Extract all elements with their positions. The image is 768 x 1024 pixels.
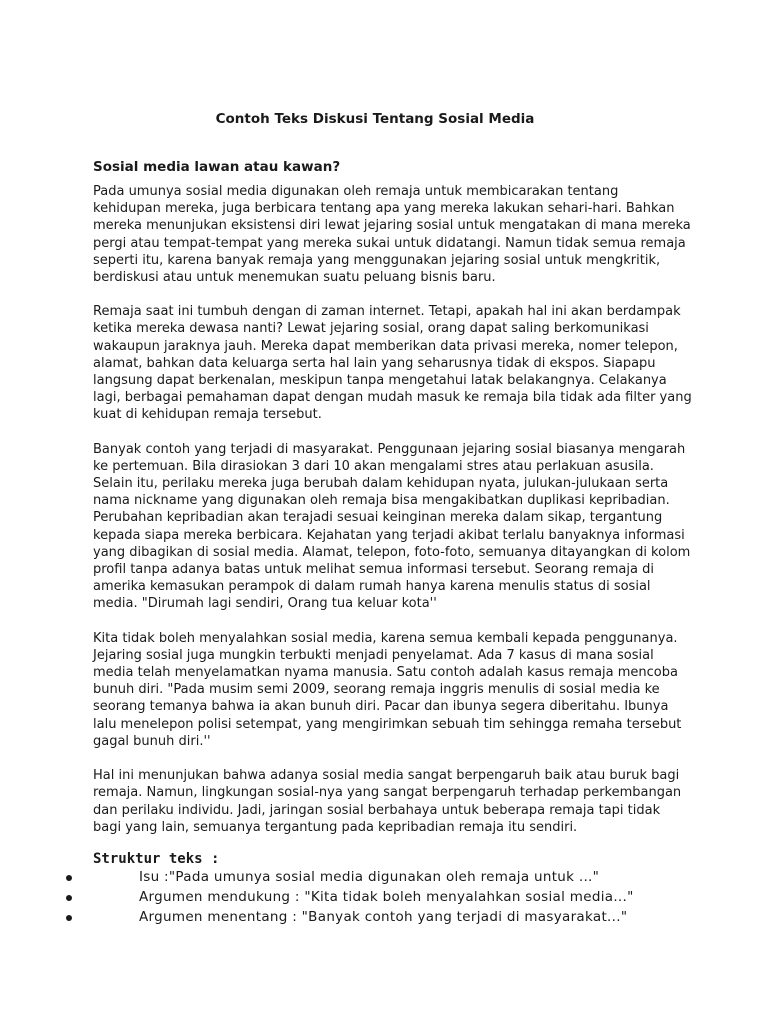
paragraph-5: Hal ini menunjukan bahwa adanya sosial media sangat berpengaruh baik atau buruk bagi remaja. Namun, lingkungan sosial-nya yang sangat berpengaruh terhadap perkembangan dan perilaku individu. Jadi, jaringan sosial berbahaya untuk beberapa remaja tapi tidak bagi yang lain, semuanya tergantung pada kepribadian remaja itu sendiri.: [93, 768, 682, 835]
bullet-icon: [66, 915, 72, 921]
paragraph-1: Pada umunya sosial media digunakan oleh remaja untuk membicarakan tentang kehidupan mereka, juga berbicara tentang apa yang mereka lakukan sehari-hari. Bahkan mereka menunjukan eksistensi diri lewat jejaring sosial untuk mengatakan di mana mereka pergi atau tempat-tempat yang mereka sukai untuk didatangi. Namun tidak semua remaja seperti itu, karena banyak remaja yang menggunakan jejaring sosial untuk mengkritik, berdiskusi atau untuk menemukan suatu peluang bisnis baru.: [93, 184, 691, 286]
list-item: [0, 868, 768, 888]
bullet-icon: [66, 895, 72, 901]
section-heading: Sosial media lawan atau kawan?: [93, 159, 341, 175]
paragraph-2: Remaja saat ini tumbuh dengan di zaman internet. Tetapi, apakah hal ini akan berdampak ketika mereka dewasa nanti? Lewat jejaring sosial, orang dapat saling berkomunikasi wakaupun jaraknya jauh. Mereka dapat memberikan data privasi mereka, nomer telepon, alamat, bahkan data keluarga serta hal lain yang seharusnya tidak di ekspos. Siapapu langsung dapat berkenalan, meskipun tanpa mengetahui latak belakangnya. Celakanya lagi, berbagai pemahaman dapat dengan mudah masuk ke remaja bila tidak ada filter yang kuat di kehidupan remaja tersebut.: [93, 304, 692, 423]
document-title: Contoh Teks Diskusi Tentang Sosial Media: [215, 111, 535, 127]
paragraph-3: Banyak contoh yang terjadi di masyarakat. Penggunaan jejaring sosial biasanya mengarah ke pertemuan. Bila dirasiokan 3 dari 10 akan mengalami stres atau perlakuan asusila. Selain itu, perilaku mereka juga berubah dalam kehidupan nyata, julukan-julukaan serta nama nickname yang digunakan oleh remaja bisa mengakibatkan duplikasi kepribadian. Perubahan kepribadian akan terajadi sesuai keinginan mereka dalam sikap, tergantung kepada siapa mereka berbicara. Kejahatan yang terjadi akibat terlalu banyaknya informasi yang dibagikan di sosial media. Alamat, telepon, foto-foto, semuanya ditayangkan di kolom profil tanpa adanya batas untuk melihat semua informasi tersebut. Seorang remaja di amerika kemasukan perampok di dalam rumah hanya karena menulis status di sosial media. "Dirumah lagi sendiri, Orang tua keluar kota'': [93, 441, 691, 612]
structure-item-issue: Isu :"Pada umunya sosial media digunakan oleh remaja untuk ...": [139, 869, 600, 885]
structure-item-opposing-argument: Argumen menentang : "Banyak contoh yang terjadi di masyarakat...": [139, 909, 628, 925]
structure-item-supporting-argument: Argumen mendukung : "Kita tidak boleh menyalahkan sosial media...": [139, 889, 634, 905]
structure-heading: Struktur teks :: [93, 851, 220, 867]
structure-list: [0, 868, 768, 928]
paragraph-4: Kita tidak boleh menyalahkan sosial media, karena semua kembali kepada penggunanya. Jejaring sosial juga mungkin terbukti menjadi penyelamat. Ada 7 kasus di mana sosial media telah menyelamatkan nyama manusia. Satu contoh adalah kasus remaja mencoba bunuh diri. "Pada musim semi 2009, seorang remaja inggris menulis di sosial media ke seorang temanya bahwa ia akan bunuh diri. Pacar dan ibunya segera diberitahu. Ibunya lalu menelepon polisi setempat, yang mengirimkan sebuah tim sehingga remaha tersebut gagal bunuh diri.'': [93, 630, 682, 749]
list-item: [0, 888, 768, 908]
document-body: [93, 158, 693, 853]
bullet-icon: [66, 875, 72, 881]
list-item: [0, 908, 768, 928]
